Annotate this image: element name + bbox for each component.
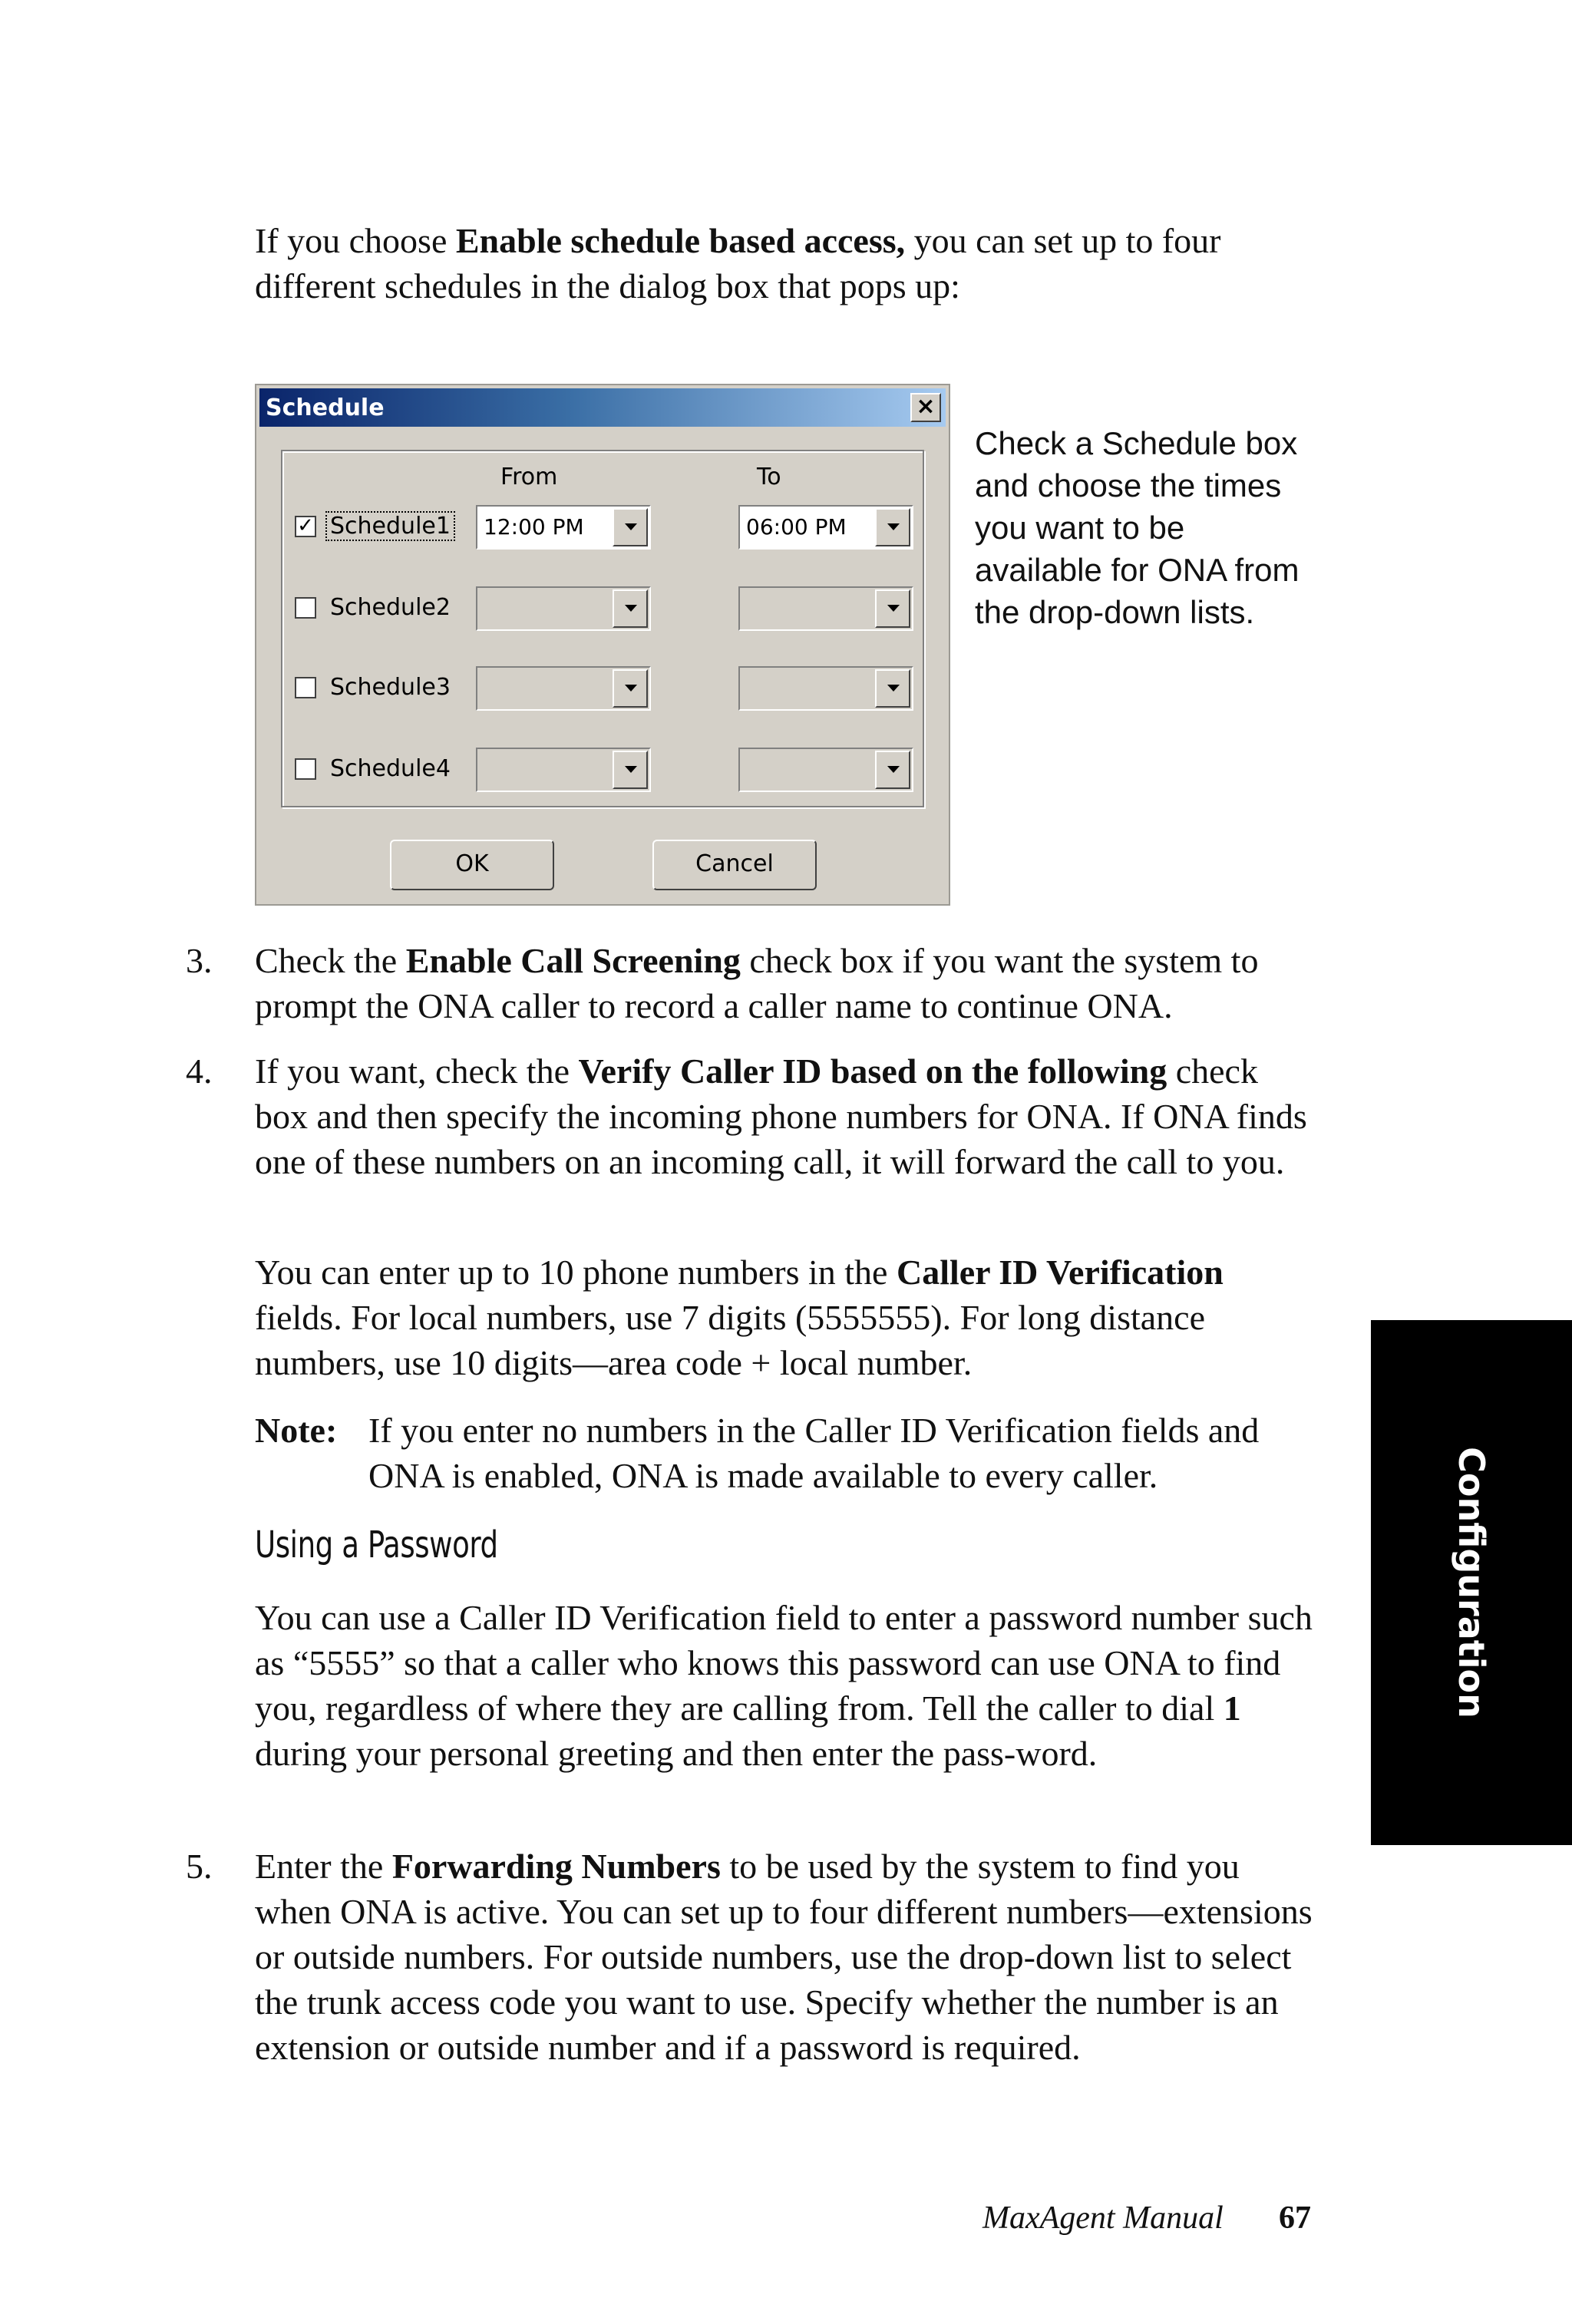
step4-paragraph <box>255 1048 1314 1184</box>
password-bold: 1 <box>1223 1689 1241 1728</box>
step3-text-after: check box if you want the system to prompt the ONA caller to record a caller name to continue ONA. <box>255 941 1259 1025</box>
checkmark-icon: ✓ <box>297 514 314 537</box>
step4-text: If you want, check the <box>255 1051 579 1091</box>
step3-number: 3. <box>186 941 213 980</box>
chevron-down-icon[interactable] <box>613 589 648 628</box>
step5-text: Enter the <box>255 1847 392 1886</box>
step4-detail-text-after: fields. For local numbers, use 7 digits (5555555). For long distance numbers, use 10 digits—area code + local number. <box>255 1298 1206 1382</box>
schedule1-to-dropdown[interactable] <box>738 505 913 550</box>
schedule3-from-dropdown[interactable] <box>476 666 651 711</box>
schedule1-checkbox[interactable] <box>295 516 316 537</box>
ok-button[interactable]: OK <box>390 840 554 890</box>
password-text: You can use a Caller ID Verification field to enter a password number such as “5555” so that a caller who knows this password can use ONA to find you, regardless of where they are calling from. Tell the caller to dial <box>255 1598 1313 1728</box>
schedule4-label: Schedule4 <box>330 755 451 782</box>
schedule2-label: Schedule2 <box>330 594 451 621</box>
schedule3-to-dropdown[interactable] <box>738 666 913 711</box>
chevron-down-icon[interactable] <box>875 751 910 789</box>
column-header-from: From <box>500 464 558 490</box>
step4-bold: Verify Caller ID based on the following <box>578 1051 1167 1091</box>
intro-paragraph <box>255 218 1314 309</box>
step3-paragraph <box>255 938 1314 1028</box>
cancel-button[interactable]: Cancel <box>652 840 817 890</box>
schedule1-to-value: 06:00 PM <box>746 514 847 540</box>
schedule2-checkbox[interactable] <box>295 597 316 619</box>
chevron-down-icon[interactable] <box>613 508 648 546</box>
chevron-down-icon[interactable] <box>613 751 648 789</box>
close-button[interactable] <box>910 393 941 422</box>
schedule2-to-dropdown[interactable] <box>738 586 913 631</box>
schedule4-from-dropdown[interactable] <box>476 748 651 792</box>
footer-manual-title: MaxAgent Manual <box>982 2200 1224 2236</box>
intro-text-after: you can set up to four different schedules in the dialog box that pops up: <box>255 221 1221 305</box>
schedule4-to-dropdown[interactable] <box>738 748 913 792</box>
schedule3-label: Schedule3 <box>330 674 451 701</box>
chevron-down-icon[interactable] <box>613 669 648 708</box>
section-side-tab <box>1371 1320 1572 1845</box>
step5-paragraph <box>255 1844 1314 2070</box>
password-text-after: during your personal greeting and then enter the pass-word. <box>255 1734 1098 1773</box>
schedule1-label: Schedule1 <box>327 513 454 540</box>
step4-detail-bold: Caller ID Verification <box>896 1253 1224 1292</box>
chevron-down-icon[interactable] <box>875 669 910 708</box>
step3-bold: Enable Call Screening <box>405 941 741 980</box>
dialog-title: Schedule <box>266 394 385 421</box>
close-icon: × <box>916 393 936 420</box>
step4-text-after: check box and then specify the incoming phone numbers for ONA. If ONA finds one of these numbers on an incoming call, it will forward the call to you. <box>255 1051 1307 1181</box>
schedule1-from-value: 12:00 PM <box>484 514 584 540</box>
step4-detail-paragraph <box>255 1249 1314 1385</box>
schedule-dialog <box>255 384 950 906</box>
note-label: Note: <box>255 1411 338 1450</box>
step5-bold: Forwarding Numbers <box>391 1847 721 1886</box>
column-header-to: To <box>757 464 781 490</box>
dialog-callout: Check a Schedule box and choose the times you want to be available for ONA from the drop-down lists. <box>975 425 1300 630</box>
schedule2-from-dropdown[interactable] <box>476 586 651 631</box>
chevron-down-icon[interactable] <box>875 508 910 546</box>
step3-text: Check the <box>255 941 406 980</box>
schedule4-checkbox[interactable] <box>295 758 316 780</box>
schedule3-checkbox[interactable] <box>295 677 316 698</box>
schedule1-from-dropdown[interactable] <box>476 505 651 550</box>
chevron-down-icon[interactable] <box>875 589 910 628</box>
step4-detail-text: You can enter up to 10 phone numbers in the <box>255 1253 897 1292</box>
section-heading: Using a Password <box>255 1523 498 1566</box>
step4-number: 4. <box>186 1051 213 1091</box>
dialog-titlebar <box>259 388 946 427</box>
intro-text: If you choose <box>255 221 456 260</box>
note-text: If you enter no numbers in the Caller ID Verification fields and ONA is enabled, ONA is made available to every caller. <box>368 1411 1260 1495</box>
side-tab-label: Configuration <box>1451 1447 1492 1718</box>
step5-text-after: to be used by the system to find you when ONA is active. You can set up to four different numbers—extensions or outside numbers. For outside numbers, use the drop-down list to select the trunk access code you want to use. Specify whether the number is an extension or outside number and if a password is required. <box>255 1847 1313 2067</box>
intro-bold: Enable schedule based access, <box>455 221 906 260</box>
page-number: 67 <box>1279 2200 1311 2236</box>
step5-number: 5. <box>186 1847 213 1886</box>
password-paragraph <box>255 1595 1314 1776</box>
